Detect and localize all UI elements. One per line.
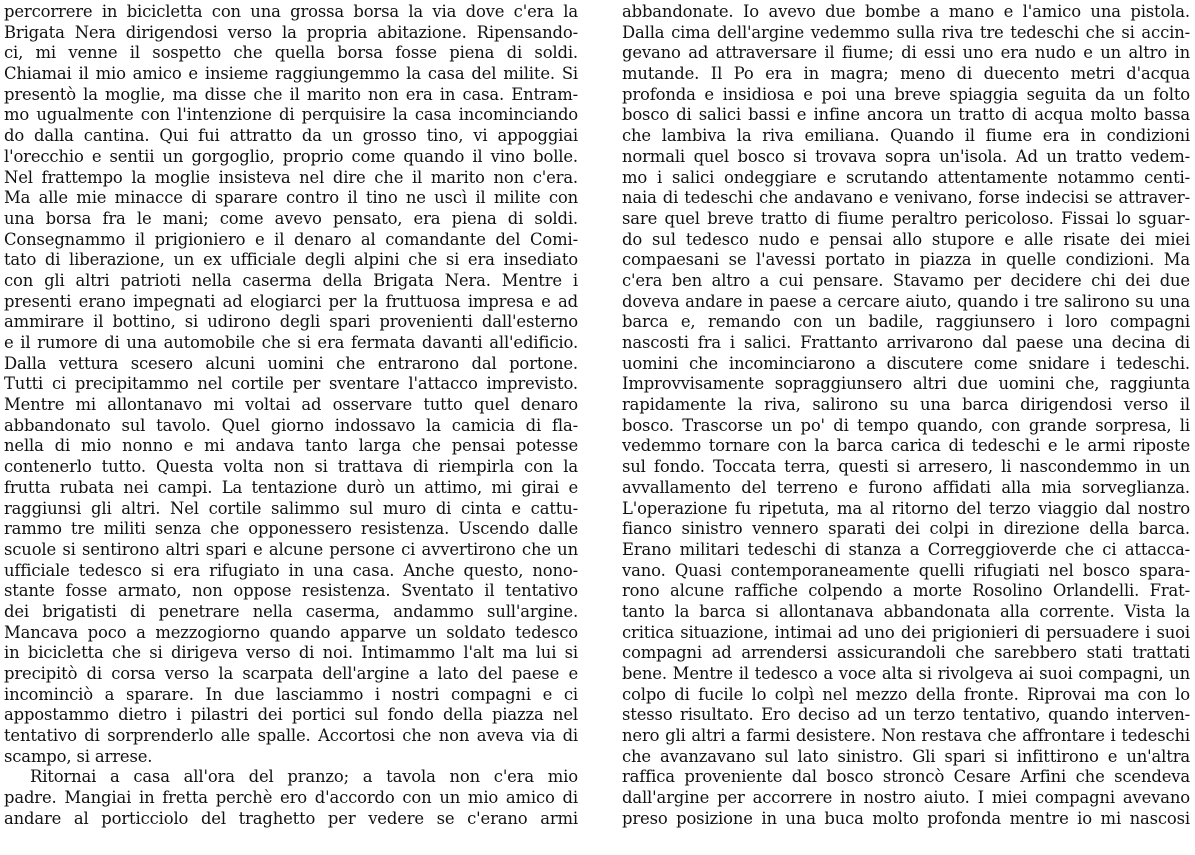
text-line: tentativo di sorprenderlo alle spalle. Accortosi che non aveva via di [4, 726, 578, 746]
right-text-column [622, 2, 1190, 830]
text-line: compaesani se l'avessi portato in piazza in quelle condizioni. Ma [622, 250, 1190, 270]
text-line: vano. Quasi contemporaneamente quelli rifugiati nel bosco spara- [622, 560, 1190, 580]
text-line: e il rumore di una automobile che si era fermata davanti all'edificio. [4, 333, 578, 352]
text-line: frutta rubata nei campi. La tentazione durò un attimo, mi girai e [4, 477, 578, 497]
text-line: nero gli altri a farmi desistere. Non restava che affrontare i tedeschi [622, 726, 1190, 746]
text-line: gevano ad attraversare il fiume; di essi uno era nudo e un altro in [622, 43, 1190, 63]
text-line: Tutti ci precipitammo nel cortile per sventare l'attacco imprevisto. [4, 374, 578, 394]
text-line: preso posizione in una buca molto profonda mentre io mi nascosi [622, 808, 1190, 828]
text-line: rammo tre militi senza che opponessero resistenza. Uscendo dalle [4, 519, 578, 539]
text-line: presentò la moglie, ma disse che il marito non era in casa. Entram- [4, 84, 578, 104]
text-line: Dalla vettura scesero alcuni uomini che entrarono dal portone. [4, 353, 578, 373]
text-line: nascosti fra i salici. Frattanto arrivarono dal paese una decina di [622, 333, 1190, 352]
text-line: tato di liberazione, un ex ufficiale degli alpini che si era insediato [4, 250, 578, 270]
text-line: rono alcune raffiche colpendo a morte Rosolino Orlandelli. Frat- [622, 581, 1190, 601]
text-line: in bicicletta che si dirigeva verso di noi. Intimammo l'alt ma lui si [4, 643, 578, 663]
text-line: naia di tedeschi che andavano e venivano, forse indecisi se attraver- [622, 188, 1190, 208]
text-line: Dalla cima dell'argine vedemmo sulla riva tre tedeschi che si accin- [622, 22, 1190, 42]
text-line: dall'argine per accorrere in nostro aiuto. I miei compagni avevano [622, 788, 1190, 808]
text-line: sul fondo. Toccata terra, questi si arresero, li nascondemmo in un [622, 457, 1190, 477]
text-line: incominciò a sparare. In due lasciammo i nostri compagni e ci [4, 684, 578, 704]
text-line: contenerlo tutto. Questa volta non si trattava di riempirla con la [4, 457, 578, 477]
text-line: dei brigatisti di penetrare nella caserma, andammo sull'argine. [4, 601, 578, 621]
text-line: precipitò di corsa verso la scarpata dell'argine a lato del paese e [4, 664, 578, 683]
text-line: padre. Mangiai in fretta perchè ero d'accordo con un mio amico di [4, 788, 578, 808]
text-line: nella di mio nonno e mi andava tanto larga che pensai potesse [4, 436, 578, 456]
text-line: che avanzavano sul lato sinistro. Gli spari si infittirono e un'altra [622, 746, 1190, 766]
text-line: vedemmo tornare con la barca carica di tedeschi e le armi riposte [622, 436, 1190, 456]
text-line: avvallamento del terreno e furono affidati alla mia sorveglianza. [622, 477, 1190, 497]
text-line: abbandonato sul tavolo. Quel giorno indossavo la camicia di fla- [4, 415, 578, 435]
text-line: andare al porticciolo del traghetto per vedere se c'erano armi [4, 808, 578, 828]
text-line: bosco di salici bassi e infine ancora un tratto di acqua molto bassa [622, 105, 1190, 125]
text-line: bosco. Trascorse un po' di tempo quando, con grande sorpresa, li [622, 415, 1190, 435]
text-line: con gli altri patrioti nella caserma della Brigata Nera. Mentre i [4, 270, 578, 290]
text-line: abbandonate. Io avevo due bombe a mano e l'amico una pistola. [622, 2, 1190, 21]
text-line: uomini che incominciarono a discutere come snidare i tedeschi. [622, 353, 1190, 373]
text-line: Brigata Nera dirigendosi verso la propria abitazione. Ripensando- [4, 22, 578, 42]
left-text-column [4, 2, 578, 830]
text-line: Chiamai il mio amico e insieme raggiungemmo la casa del milite. Si [4, 64, 578, 84]
text-line: stante fosse armato, non oppose resistenza. Sventato il tentativo [4, 581, 578, 601]
text-line: L'operazione fu ripetuta, ma al ritorno del terzo viaggio dal nostro [622, 498, 1190, 518]
text-line: ammirare il bottino, si udirono degli spari provenienti dall'esterno [4, 312, 578, 332]
text-line: rapidamente la riva, salirono su una barca dirigendosi verso il [622, 395, 1190, 415]
text-line: Erano militari tedeschi di stanza a Correggioverde che ci attacca- [622, 539, 1190, 559]
text-line: appostammo dietro i pilastri dei portici sul fondo della piazza nel [4, 705, 578, 725]
text-line: ci, mi venne il sospetto che quella borsa fosse piena di soldi. [4, 43, 578, 63]
text-line: profonda e insidiosa e poi una breve spiaggia seguita da un folto [622, 84, 1190, 104]
text-line: do sul tedesco nudo e pensai allo stupore e alle risate dei miei [622, 229, 1190, 249]
paragraph-start-line: Ritornai a casa all'ora del pranzo; a tavola non c'era mio [30, 767, 578, 787]
text-line: che lambiva la riva emiliana. Quando il fiume era in condizioni [622, 126, 1190, 146]
text-line: raffica proveniente dal bosco stroncò Cesare Arfini che scendeva [622, 767, 1190, 787]
text-line: mo ugualmente con l'intenzione di perquisire la casa incominciando [4, 105, 578, 125]
text-line: doveva andare in paese a cercare aiuto, quando i tre salirono su una [622, 291, 1190, 311]
text-line: Mentre mi allontanavo mi voltai ad osservare tutto quel denaro [4, 395, 578, 415]
paragraph-end-line: scampo, si arrese. [4, 746, 153, 766]
text-line: presenti erano impegnati ad elogiarci per la fruttuosa impresa e ad [4, 291, 578, 311]
text-line: scuole si sentirono altri spari e alcune persone ci avvertirono che un [4, 539, 578, 559]
text-line: Improvvisamente sopraggiunsero altri due uomini che, raggiunta [622, 374, 1190, 394]
text-line: mo i salici ondeggiare e scrutando attentamente notammo centi- [622, 167, 1190, 187]
text-line: fianco sinistro vennero sparati dei colpi in direzione della barca. [622, 519, 1190, 539]
text-line: raggiunsi gli altri. Nel cortile salimmo sul muro di cinta e cattu- [4, 498, 578, 518]
text-line: Ma alle mie minacce di sparare contro il tino ne uscì il milite con [4, 188, 578, 208]
text-line: normali quel bosco si trovava sopra un'isola. Ad un tratto vedem- [622, 146, 1190, 166]
text-line: percorrere in bicicletta con una grossa borsa la via dove c'era la [4, 2, 578, 21]
text-line: c'era ben altro a cui pensare. Stavamo per decidere chi dei due [622, 270, 1190, 290]
text-line: mutande. Il Po era in magra; meno di duecento metri d'acqua [622, 64, 1190, 84]
text-line: tanto la barca si allontanava abbandonata alla corrente. Vista la [622, 601, 1190, 621]
text-line: Consegnammo il prigioniero e il denaro al comandante del Comi- [4, 229, 578, 249]
text-line: Nel frattempo la moglie insisteva nel dire che il marito non c'era. [4, 167, 578, 187]
text-line: colpo di fucile lo colpì nel mezzo della fronte. Riprovai ma con lo [622, 684, 1190, 704]
text-line: bene. Mentre il tedesco a voce alta si rivolgeva ai suoi compagni, un [622, 664, 1190, 683]
text-line: do dalla cantina. Qui fui attratto da un grosso tino, vi appoggiai [4, 126, 578, 146]
text-line: critica situazione, intimai ad uno dei prigionieri di persuadere i suoi [622, 622, 1190, 642]
text-line: l'orecchio e sentii un gorgoglio, proprio come quando il vino bolle. [4, 146, 578, 166]
text-line: barca e, remando con un badile, raggiunsero i loro compagni [622, 312, 1190, 332]
text-line: Mancava poco a mezzogiorno quando apparve un soldato tedesco [4, 622, 578, 642]
text-line: stesso risultato. Ero deciso ad un terzo tentativo, quando interven- [622, 705, 1190, 725]
text-line: sare quel breve tratto di fiume peraltro pericoloso. Fissai lo sguar- [622, 208, 1190, 228]
text-line: compagni ad arrendersi assicurandoli che sarebbero stati trattati [622, 643, 1190, 663]
text-line: ufficiale tedesco si era rifugiato in una casa. Anche questo, nono- [4, 560, 578, 580]
text-line: una borsa fra le mani; come avevo pensato, era piena di soldi. [4, 208, 578, 228]
